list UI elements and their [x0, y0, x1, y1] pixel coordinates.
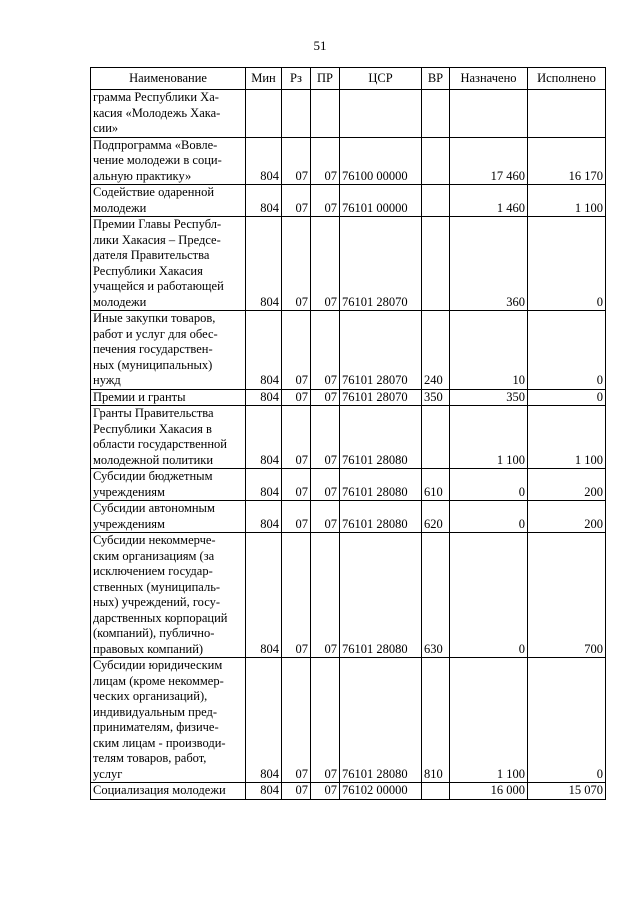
table-row — [91, 137, 606, 185]
row-name-line: ческих организаций), — [93, 689, 208, 703]
row-pr: 07 — [311, 533, 340, 658]
row-pr: 07 — [311, 469, 340, 501]
page-number: 51 — [313, 38, 327, 53]
row-name — [91, 90, 246, 138]
row-min: 804 — [246, 311, 282, 390]
row-rz: 07 — [282, 658, 311, 783]
row-name-line: Социализация молодежи — [93, 783, 226, 797]
row-pr: 07 — [311, 311, 340, 390]
row-executed: 0 — [528, 658, 606, 783]
row-name — [91, 469, 246, 501]
row-executed: 16 170 — [528, 137, 606, 185]
row-csr: 76100 00000 — [340, 137, 422, 185]
row-name-line: молодежи — [93, 294, 147, 309]
row-rz: 07 — [282, 185, 311, 217]
row-name-line: лики Хакасия – Предсе- — [93, 232, 221, 247]
row-vr: 630 — [422, 533, 450, 658]
row-pr: 07 — [311, 185, 340, 217]
row-executed — [528, 90, 606, 138]
row-name-line: нужд — [93, 373, 121, 387]
header-name: Наименование — [91, 68, 246, 90]
row-pr: 07 — [311, 783, 340, 800]
row-rz: 07 — [282, 501, 311, 533]
row-name-line: сии» — [93, 121, 119, 135]
row-csr: 76101 28080 — [340, 501, 422, 533]
row-name-line: работ и услуг для обес- — [93, 326, 218, 341]
row-name-line: принимателям, физиче- — [93, 720, 219, 734]
row-name — [91, 783, 246, 800]
row-min: 804 — [246, 389, 282, 406]
row-name — [91, 533, 246, 658]
row-pr — [311, 90, 340, 138]
row-assigned: 1 100 — [450, 406, 528, 469]
row-name-line: молодежной политики — [93, 452, 214, 467]
row-vr — [422, 90, 450, 138]
row-name-line: Республики Хакасия в — [93, 421, 212, 436]
row-name-line: услуг — [93, 766, 123, 781]
row-pr: 07 — [311, 389, 340, 406]
table-row — [91, 533, 606, 658]
header-csr: ЦСР — [340, 68, 422, 90]
row-name-line: дателя Правительства — [93, 248, 210, 262]
row-assigned: 0 — [450, 469, 528, 501]
row-min: 804 — [246, 658, 282, 783]
row-vr — [422, 783, 450, 800]
row-csr: 76101 28070 — [340, 311, 422, 390]
row-csr — [340, 90, 422, 138]
row-executed: 0 — [528, 311, 606, 390]
row-name-line: Субсидии автономным — [93, 501, 215, 515]
row-name-line: учреждениям — [93, 516, 165, 531]
row-executed: 0 — [528, 217, 606, 311]
row-vr — [422, 185, 450, 217]
row-executed: 0 — [528, 389, 606, 406]
row-pr: 07 — [311, 217, 340, 311]
row-name-line: (компаний), публично- — [93, 626, 215, 640]
header-row — [91, 68, 606, 90]
row-min: 804 — [246, 501, 282, 533]
row-name-line: учащейся и работающей — [93, 279, 224, 293]
row-pr: 07 — [311, 658, 340, 783]
row-name-line: индивидуальным пред- — [93, 704, 218, 719]
row-name-line: телям товаров, работ, — [93, 751, 207, 765]
row-assigned: 0 — [450, 533, 528, 658]
row-name — [91, 658, 246, 783]
row-name-line: области государственной — [93, 437, 227, 451]
table-row — [91, 90, 606, 138]
row-name-line: Премии и гранты — [93, 389, 186, 404]
row-rz — [282, 90, 311, 138]
row-assigned: 16 000 — [450, 783, 528, 800]
table-row — [91, 469, 606, 501]
row-assigned: 17 460 — [450, 137, 528, 185]
row-assigned: 1 100 — [450, 658, 528, 783]
row-vr: 240 — [422, 311, 450, 390]
row-name-line: чение молодежи в соци- — [93, 153, 222, 167]
row-name-line: лицам (кроме некоммер- — [93, 673, 224, 688]
row-name-line: Субсидии юридическим — [93, 658, 223, 672]
row-rz: 07 — [282, 469, 311, 501]
table-row — [91, 658, 606, 783]
row-executed: 200 — [528, 501, 606, 533]
row-min: 804 — [246, 185, 282, 217]
row-csr: 76101 28080 — [340, 469, 422, 501]
row-csr: 76101 00000 — [340, 185, 422, 217]
table-row — [91, 389, 606, 406]
row-pr: 07 — [311, 137, 340, 185]
row-executed: 15 070 — [528, 783, 606, 800]
row-min: 804 — [246, 469, 282, 501]
row-rz: 07 — [282, 217, 311, 311]
row-name-line: Премии Главы Республ- — [93, 217, 222, 231]
row-assigned: 1 460 — [450, 185, 528, 217]
row-vr: 610 — [422, 469, 450, 501]
row-min: 804 — [246, 406, 282, 469]
row-name — [91, 137, 246, 185]
header-rz: Рз — [282, 68, 311, 90]
row-csr: 76102 00000 — [340, 783, 422, 800]
row-name-line: Республики Хакасия — [93, 263, 203, 278]
row-name-line: ственных (муниципаль- — [93, 579, 221, 594]
row-name-line: Субсидии некоммерче- — [93, 533, 216, 547]
row-assigned: 10 — [450, 311, 528, 390]
row-name — [91, 406, 246, 469]
row-executed: 1 100 — [528, 406, 606, 469]
table-row — [91, 783, 606, 800]
row-name-line: дарственных корпораций — [93, 610, 228, 625]
table-row — [91, 185, 606, 217]
row-name-line: касия «Молодежь Хака- — [93, 105, 221, 120]
row-executed: 1 100 — [528, 185, 606, 217]
header-pr: ПР — [311, 68, 340, 90]
row-name-line: печения государствен- — [93, 342, 213, 356]
header-assigned: Назначено — [450, 68, 528, 90]
row-pr: 07 — [311, 406, 340, 469]
row-executed: 200 — [528, 469, 606, 501]
table-row — [91, 406, 606, 469]
row-min: 804 — [246, 533, 282, 658]
row-csr: 76101 28080 — [340, 658, 422, 783]
table-row — [91, 217, 606, 311]
row-name-line: Субсидии бюджетным — [93, 469, 213, 483]
table-row — [91, 501, 606, 533]
row-vr: 810 — [422, 658, 450, 783]
row-assigned — [450, 90, 528, 138]
row-name-line: Гранты Правительства — [93, 406, 214, 420]
row-name-line: Иные закупки товаров, — [93, 311, 216, 325]
row-name-line: ных (муниципальных) — [93, 357, 213, 372]
row-name — [91, 501, 246, 533]
table-body — [91, 90, 606, 800]
row-name-line: ных) учреждений, госу- — [93, 595, 220, 609]
row-vr — [422, 217, 450, 311]
row-name — [91, 311, 246, 390]
row-csr: 76101 28070 — [340, 389, 422, 406]
header-min: Мин — [246, 68, 282, 90]
row-name-line: молодежи — [93, 200, 147, 215]
row-pr: 07 — [311, 501, 340, 533]
row-name-line: Подпрограмма «Вовле- — [93, 137, 218, 152]
row-min: 804 — [246, 217, 282, 311]
row-name — [91, 389, 246, 406]
row-vr — [422, 406, 450, 469]
header-executed: Исполнено — [528, 68, 606, 90]
row-csr: 76101 28080 — [340, 406, 422, 469]
row-name-line: Содействие одаренной — [93, 185, 215, 199]
row-name-line: исключением государ- — [93, 564, 213, 578]
row-rz: 07 — [282, 783, 311, 800]
row-assigned: 0 — [450, 501, 528, 533]
row-rz: 07 — [282, 389, 311, 406]
row-name-line: грамма Республики Ха- — [93, 90, 219, 104]
row-rz: 07 — [282, 406, 311, 469]
header-vr: ВР — [422, 68, 450, 90]
row-vr: 620 — [422, 501, 450, 533]
row-assigned: 360 — [450, 217, 528, 311]
row-csr: 76101 28080 — [340, 533, 422, 658]
row-name-line: учреждениям — [93, 484, 165, 499]
row-rz: 07 — [282, 533, 311, 658]
row-assigned: 350 — [450, 389, 528, 406]
row-vr: 350 — [422, 389, 450, 406]
row-vr — [422, 137, 450, 185]
table-row — [91, 311, 606, 390]
row-min: 804 — [246, 137, 282, 185]
row-name-line: ским организациям (за — [93, 548, 215, 563]
budget-table — [90, 67, 606, 800]
row-name — [91, 185, 246, 217]
row-name-line: альную практику» — [93, 168, 192, 183]
row-min — [246, 90, 282, 138]
row-min: 804 — [246, 783, 282, 800]
row-name-line: правовых компаний) — [93, 641, 204, 656]
row-csr: 76101 28070 — [340, 217, 422, 311]
row-executed: 700 — [528, 533, 606, 658]
row-rz: 07 — [282, 311, 311, 390]
row-rz: 07 — [282, 137, 311, 185]
row-name — [91, 217, 246, 311]
row-name-line: ским лицам - производи- — [93, 735, 226, 750]
